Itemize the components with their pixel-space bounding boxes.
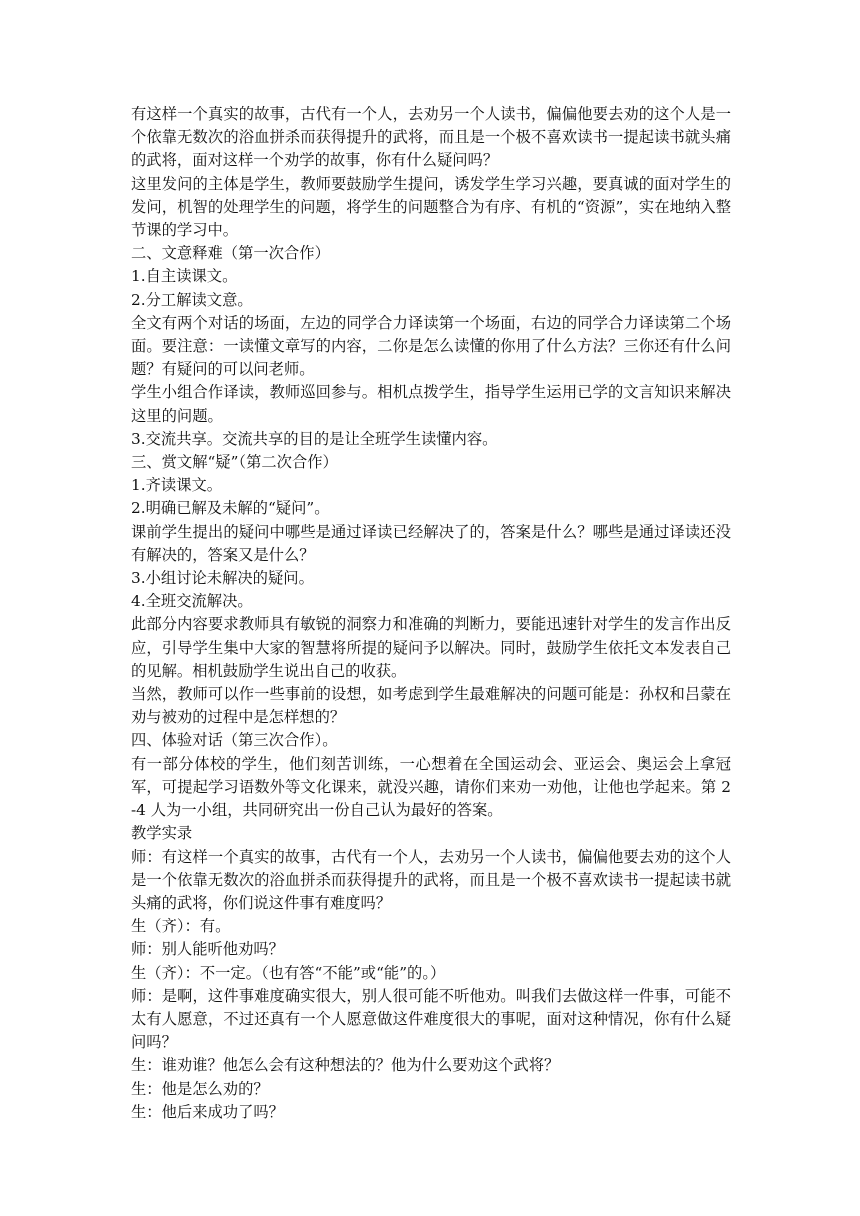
document-page bbox=[131, 103, 731, 1124]
section-heading-4: 四、体验对话（第三次合作）。 bbox=[131, 731, 338, 750]
paragraph: 此部分内容要求教师具有敏锐的洞察力和准确的判断力，要能迅速针对学生的发言作出反应，引导学生集中大家的智慧将所提的疑问予以解决。同时，鼓励学生依托文本发表自己的见解。相机鼓励学生说出自己的收获。 bbox=[131, 615, 731, 680]
list-item: 3.小组讨论未解决的疑问。 bbox=[131, 569, 314, 588]
dialogue-line: 生：他是怎么劝的？ bbox=[131, 1079, 269, 1098]
dialogue-line: 生（齐）：有。 bbox=[131, 917, 231, 936]
paragraph: 学生小组合作译读，教师巡回参与。相机点拨学生，指导学生运用已学的文言知识来解决这里的问题。 bbox=[131, 383, 731, 425]
paragraph: 全文有两个对话的场面，左边的同学合力译读第一个场面，右边的同学合力译读第二个场面。要注意：一读懂文章写的内容，二你是怎么读懂的你用了什么方法？三你还有什么问题？有疑问的可以问老师。 bbox=[131, 313, 731, 379]
paragraph: 课前学生提出的疑问中哪些是通过译读已经解决了的，答案是什么？哪些是通过译读还没有解决的，答案又是什么？ bbox=[131, 522, 731, 564]
paragraph: 有一部分体校的学生，他们刻苦训练，一心想着在全国运动会、亚运会、奥运会上拿冠军，可提起学习语数外等文化课来，就没兴趣，请你们来劝一劝他，让他也学起来。第 2-4 人为一小组，共同研究出一份自己认为最好的答案。 bbox=[131, 754, 731, 820]
section-heading-2: 二、文意释难（第一次合作） bbox=[131, 244, 330, 263]
dialogue-line: 师：别人能听他劝吗？ bbox=[131, 940, 284, 959]
paragraph-story-intro: 有这样一个真实的故事，古代有一个人，去劝另一个人读书，偏偏他要去劝的这个人是一个依靠无数次的浴血拼杀而获得提升的武将，而且是一个极不喜欢读书一提起读书就头痛的武将，面对这样一个劝学的故事，你有什么疑问吗？ bbox=[131, 105, 731, 170]
paragraph: 当然，教师可以作一些事前的设想，如考虑到学生最难解决的问题可能是：孙权和吕蒙在劝与被劝的过程中是怎样想的？ bbox=[131, 685, 731, 727]
section-heading-3: 三、赏文解“疑”（第二次合作） bbox=[131, 453, 338, 472]
list-item: 1.自主读课文。 bbox=[131, 267, 238, 286]
list-item: 2.分工解读文意。 bbox=[131, 290, 253, 309]
section-heading-record: 教学实录 bbox=[131, 824, 193, 843]
dialogue-line: 生：他后来成功了吗？ bbox=[131, 1102, 284, 1121]
list-item: 3.交流共享。交流共享的目的是让全班学生读懂内容。 bbox=[131, 429, 498, 448]
list-item: 1.齐读课文。 bbox=[131, 476, 223, 495]
paragraph-teacher-note: 这里发问的主体是学生，教师要鼓励学生提问，诱发学生学习兴趣，要真诚的面对学生的发问，机智的处理学生的问题，将学生的问题整合为有序、有机的“资源”，实在地纳入整节课的学习中。 bbox=[131, 174, 731, 240]
dialogue-line: 生：谁劝谁？他怎么会有这种想法的？他为什么要劝这个武将？ bbox=[131, 1056, 560, 1075]
dialogue-line: 师：是啊，这件事难度确实很大，别人很可能不听他劝。叫我们去做这样一件事，可能不太有人愿意，不过还真有一个人愿意做这件难度很大的事呢，面对这种情况，你有什么疑问吗？ bbox=[131, 986, 731, 1052]
dialogue-line: 生（齐）：不一定。（也有答“不能”或“能”的。） bbox=[131, 963, 446, 982]
list-item: 4.全班交流解决。 bbox=[131, 592, 253, 611]
dialogue-line: 师：有这样一个真实的故事，古代有一个人，去劝另一个人读书，偏偏他要去劝的这个人是一个依靠无数次的浴血拼杀而获得提升的武将，而且是一个极不喜欢读书一提起读书就头痛的武将，你们说这件事有难度吗？ bbox=[131, 847, 731, 912]
list-item: 2.明确已解及未解的“疑问”。 bbox=[131, 499, 330, 518]
